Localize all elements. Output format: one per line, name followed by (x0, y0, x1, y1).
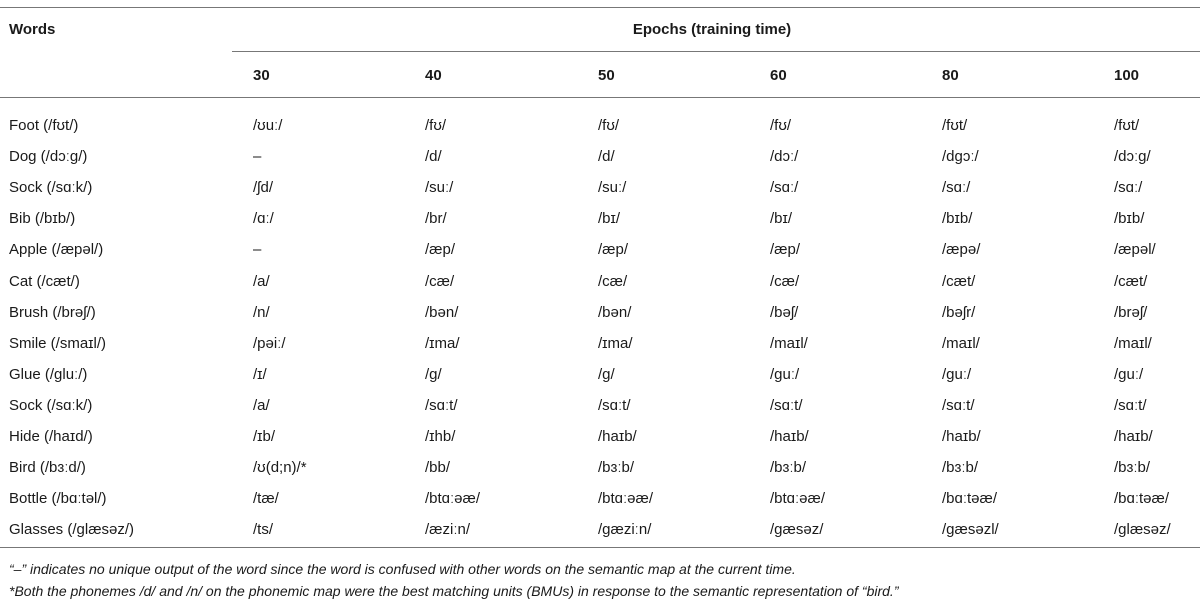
epoch-60-cell: /æp/ (770, 241, 801, 259)
epoch-100-cell: /guː/ (1114, 365, 1144, 383)
epoch-60-cell: /bɜːb/ (770, 459, 807, 477)
header-bottom-rule (0, 97, 1200, 98)
epoch-60-cell: /btɑːəæ/ (770, 490, 826, 508)
epoch-60-cell: /dɔː/ (770, 148, 799, 166)
epoch-30-cell: /ɪ/ (253, 365, 267, 383)
epoch-100-cell: /bɜːb/ (1114, 459, 1151, 477)
epoch-40-cell: /cæ/ (425, 272, 455, 290)
word-cell: Glasses (/glæsəz/) (9, 521, 135, 539)
epoch-40-cell: /sɑːt/ (425, 396, 458, 414)
word-cell: Bottle (/bɑːtəl/) (9, 490, 107, 508)
epoch-30-cell: /a/ (253, 396, 270, 414)
epoch-80-cell: /dgɔː/ (942, 148, 979, 166)
epoch-30-cell: – (253, 148, 262, 166)
epoch-60-cell: /bɪ/ (770, 210, 793, 228)
epoch-40-cell: /bb/ (425, 459, 451, 477)
word-cell: Bib (/bɪb/) (9, 210, 76, 228)
epoch-30-cell: /ts/ (253, 521, 274, 539)
table-row (0, 396, 1200, 427)
epoch-100-cell: /maɪl/ (1114, 334, 1152, 352)
epoch-50-cell: /ɪma/ (598, 334, 633, 352)
epoch-80-cell: /cæt/ (942, 272, 976, 290)
epoch-30-cell: /pəiː/ (253, 334, 286, 352)
table-row (0, 458, 1200, 489)
epoch-header-100: 100 (1114, 67, 1140, 84)
epoch-80-cell: /bəʃr/ (942, 303, 976, 321)
word-cell: Foot (/fʊt/) (9, 117, 79, 134)
epoch-100-cell: /fʊt/ (1114, 117, 1140, 134)
epoch-100-cell: /dɔːg/ (1114, 148, 1151, 166)
word-cell: Sock (/sɑːk/) (9, 396, 93, 414)
epoch-100-cell: /bɪb/ (1114, 210, 1145, 228)
epoch-50-cell: /suː/ (598, 179, 627, 197)
epoch-100-cell: /æpəl/ (1114, 241, 1156, 259)
epoch-80-cell: /fʊt/ (942, 117, 968, 134)
epoch-80-cell: /bɜːb/ (942, 459, 979, 477)
epoch-40-cell: /br/ (425, 210, 447, 228)
epoch-50-cell: /btɑːəæ/ (598, 490, 654, 508)
table-row (0, 520, 1200, 551)
epoch-30-cell: /ɑː/ (253, 210, 274, 228)
word-cell: Smile (/smaɪl/) (9, 334, 107, 352)
epoch-40-cell: /d/ (425, 148, 442, 166)
epoch-50-cell: /æp/ (598, 241, 629, 259)
table-row (0, 178, 1200, 209)
epoch-80-cell: /guː/ (942, 365, 972, 383)
epoch-40-cell: /suː/ (425, 179, 454, 197)
epoch-40-cell: /fʊ/ (425, 117, 447, 134)
epoch-100-cell: /glæsəz/ (1114, 521, 1171, 539)
epoch-50-cell: /sɑːt/ (598, 396, 631, 414)
epoch-80-cell: /sɑːt/ (942, 396, 975, 414)
epochs-group-header: Epochs (training time) (632, 21, 792, 38)
word-cell: Brush (/brəʃ/) (9, 303, 96, 321)
epoch-100-cell: /sɑː/ (1114, 179, 1143, 197)
epoch-100-cell: /bɑːtəæ/ (1114, 490, 1170, 508)
epoch-100-cell: /haɪb/ (1114, 428, 1153, 445)
epoch-30-cell: /ʃd/ (253, 179, 274, 197)
footnote-dash: “–” indicates no unique output of the word since the word is confused with other words on the semantic map at the current time. (9, 561, 796, 577)
epoch-80-cell: /sɑː/ (942, 179, 971, 197)
word-cell: Apple (/æpəl/) (9, 241, 104, 259)
epoch-30-cell: /ɪb/ (253, 428, 276, 445)
epoch-60-cell: /sɑːt/ (770, 396, 803, 414)
epoch-80-cell: /haɪb/ (942, 428, 981, 445)
table-top-rule (0, 7, 1200, 8)
epoch-50-cell: /gæziːn/ (598, 521, 652, 539)
epoch-30-cell: /n/ (253, 303, 270, 321)
table-row (0, 240, 1200, 271)
table-row (0, 427, 1200, 458)
epoch-40-cell: /ɪhb/ (425, 428, 456, 445)
epoch-50-cell: /bɜːb/ (598, 459, 635, 477)
epoch-60-cell: /gæsəz/ (770, 521, 824, 539)
table-row (0, 116, 1200, 147)
epoch-60-cell: /sɑː/ (770, 179, 799, 197)
word-cell: Cat (/cæt/) (9, 272, 80, 290)
epoch-60-cell: /guː/ (770, 365, 800, 383)
epoch-80-cell: /bɑːtəæ/ (942, 490, 998, 508)
table-row (0, 147, 1200, 178)
epoch-30-cell: /ʊuː/ (253, 117, 283, 134)
epoch-50-cell: /bɪ/ (598, 210, 621, 228)
epoch-80-cell: /æpə/ (942, 241, 981, 259)
epoch-60-cell: /cæ/ (770, 272, 800, 290)
epoch-40-cell: /æp/ (425, 241, 456, 259)
epoch-40-cell: /æziːn/ (425, 521, 471, 539)
epoch-100-cell: /brəʃ/ (1114, 303, 1148, 321)
epoch-40-cell: /g/ (425, 365, 442, 383)
epoch-80-cell: /gæsəzl/ (942, 521, 999, 539)
epoch-40-cell: /ɪma/ (425, 334, 460, 352)
epoch-header-60: 60 (770, 67, 787, 84)
epoch-50-cell: /haɪb/ (598, 428, 637, 445)
table-row (0, 489, 1200, 520)
epoch-60-cell: /fʊ/ (770, 117, 792, 134)
word-cell: Sock (/sɑːk/) (9, 179, 93, 197)
epoch-40-cell: /btɑːəæ/ (425, 490, 481, 508)
table-row (0, 365, 1200, 396)
epoch-header-50: 50 (598, 67, 615, 84)
epoch-60-cell: /bəʃ/ (770, 303, 799, 321)
word-cell: Dog (/dɔːg/) (9, 148, 88, 166)
epoch-50-cell: /cæ/ (598, 272, 628, 290)
table-row (0, 334, 1200, 365)
epoch-80-cell: /bɪb/ (942, 210, 973, 228)
epoch-60-cell: /haɪb/ (770, 428, 809, 445)
epoch-50-cell: /fʊ/ (598, 117, 620, 134)
epoch-50-cell: /bən/ (598, 303, 632, 321)
footnote-asterisk: *Both the phonemes /d/ and /n/ on the phonemic map were the best matching units (BMUs) in response to the semantic representation of “bird.” (9, 583, 899, 599)
table-row (0, 209, 1200, 240)
word-cell: Bird (/bɜːd/) (9, 459, 86, 477)
epoch-header-80: 80 (942, 67, 959, 84)
epoch-50-cell: /d/ (598, 148, 615, 166)
epoch-30-cell: /ʊ(d;n)/* (253, 459, 307, 477)
epoch-60-cell: /maɪl/ (770, 334, 808, 352)
table-row (0, 303, 1200, 334)
table-row (0, 272, 1200, 303)
word-cell: Glue (/gluː/) (9, 365, 88, 383)
epoch-30-cell: /tæ/ (253, 490, 279, 508)
epoch-header-30: 30 (253, 67, 270, 84)
words-column-header: Words (9, 21, 56, 38)
epoch-50-cell: /g/ (598, 365, 615, 383)
epoch-header-40: 40 (425, 67, 442, 84)
epoch-100-cell: /cæt/ (1114, 272, 1148, 290)
epoch-100-cell: /sɑːt/ (1114, 396, 1147, 414)
epoch-30-cell: – (253, 241, 262, 259)
epoch-80-cell: /maɪl/ (942, 334, 980, 352)
epoch-30-cell: /a/ (253, 272, 270, 290)
epoch-40-cell: /bən/ (425, 303, 459, 321)
word-cell: Hide (/haɪd/) (9, 428, 93, 445)
epochs-underline-rule (232, 51, 1200, 52)
